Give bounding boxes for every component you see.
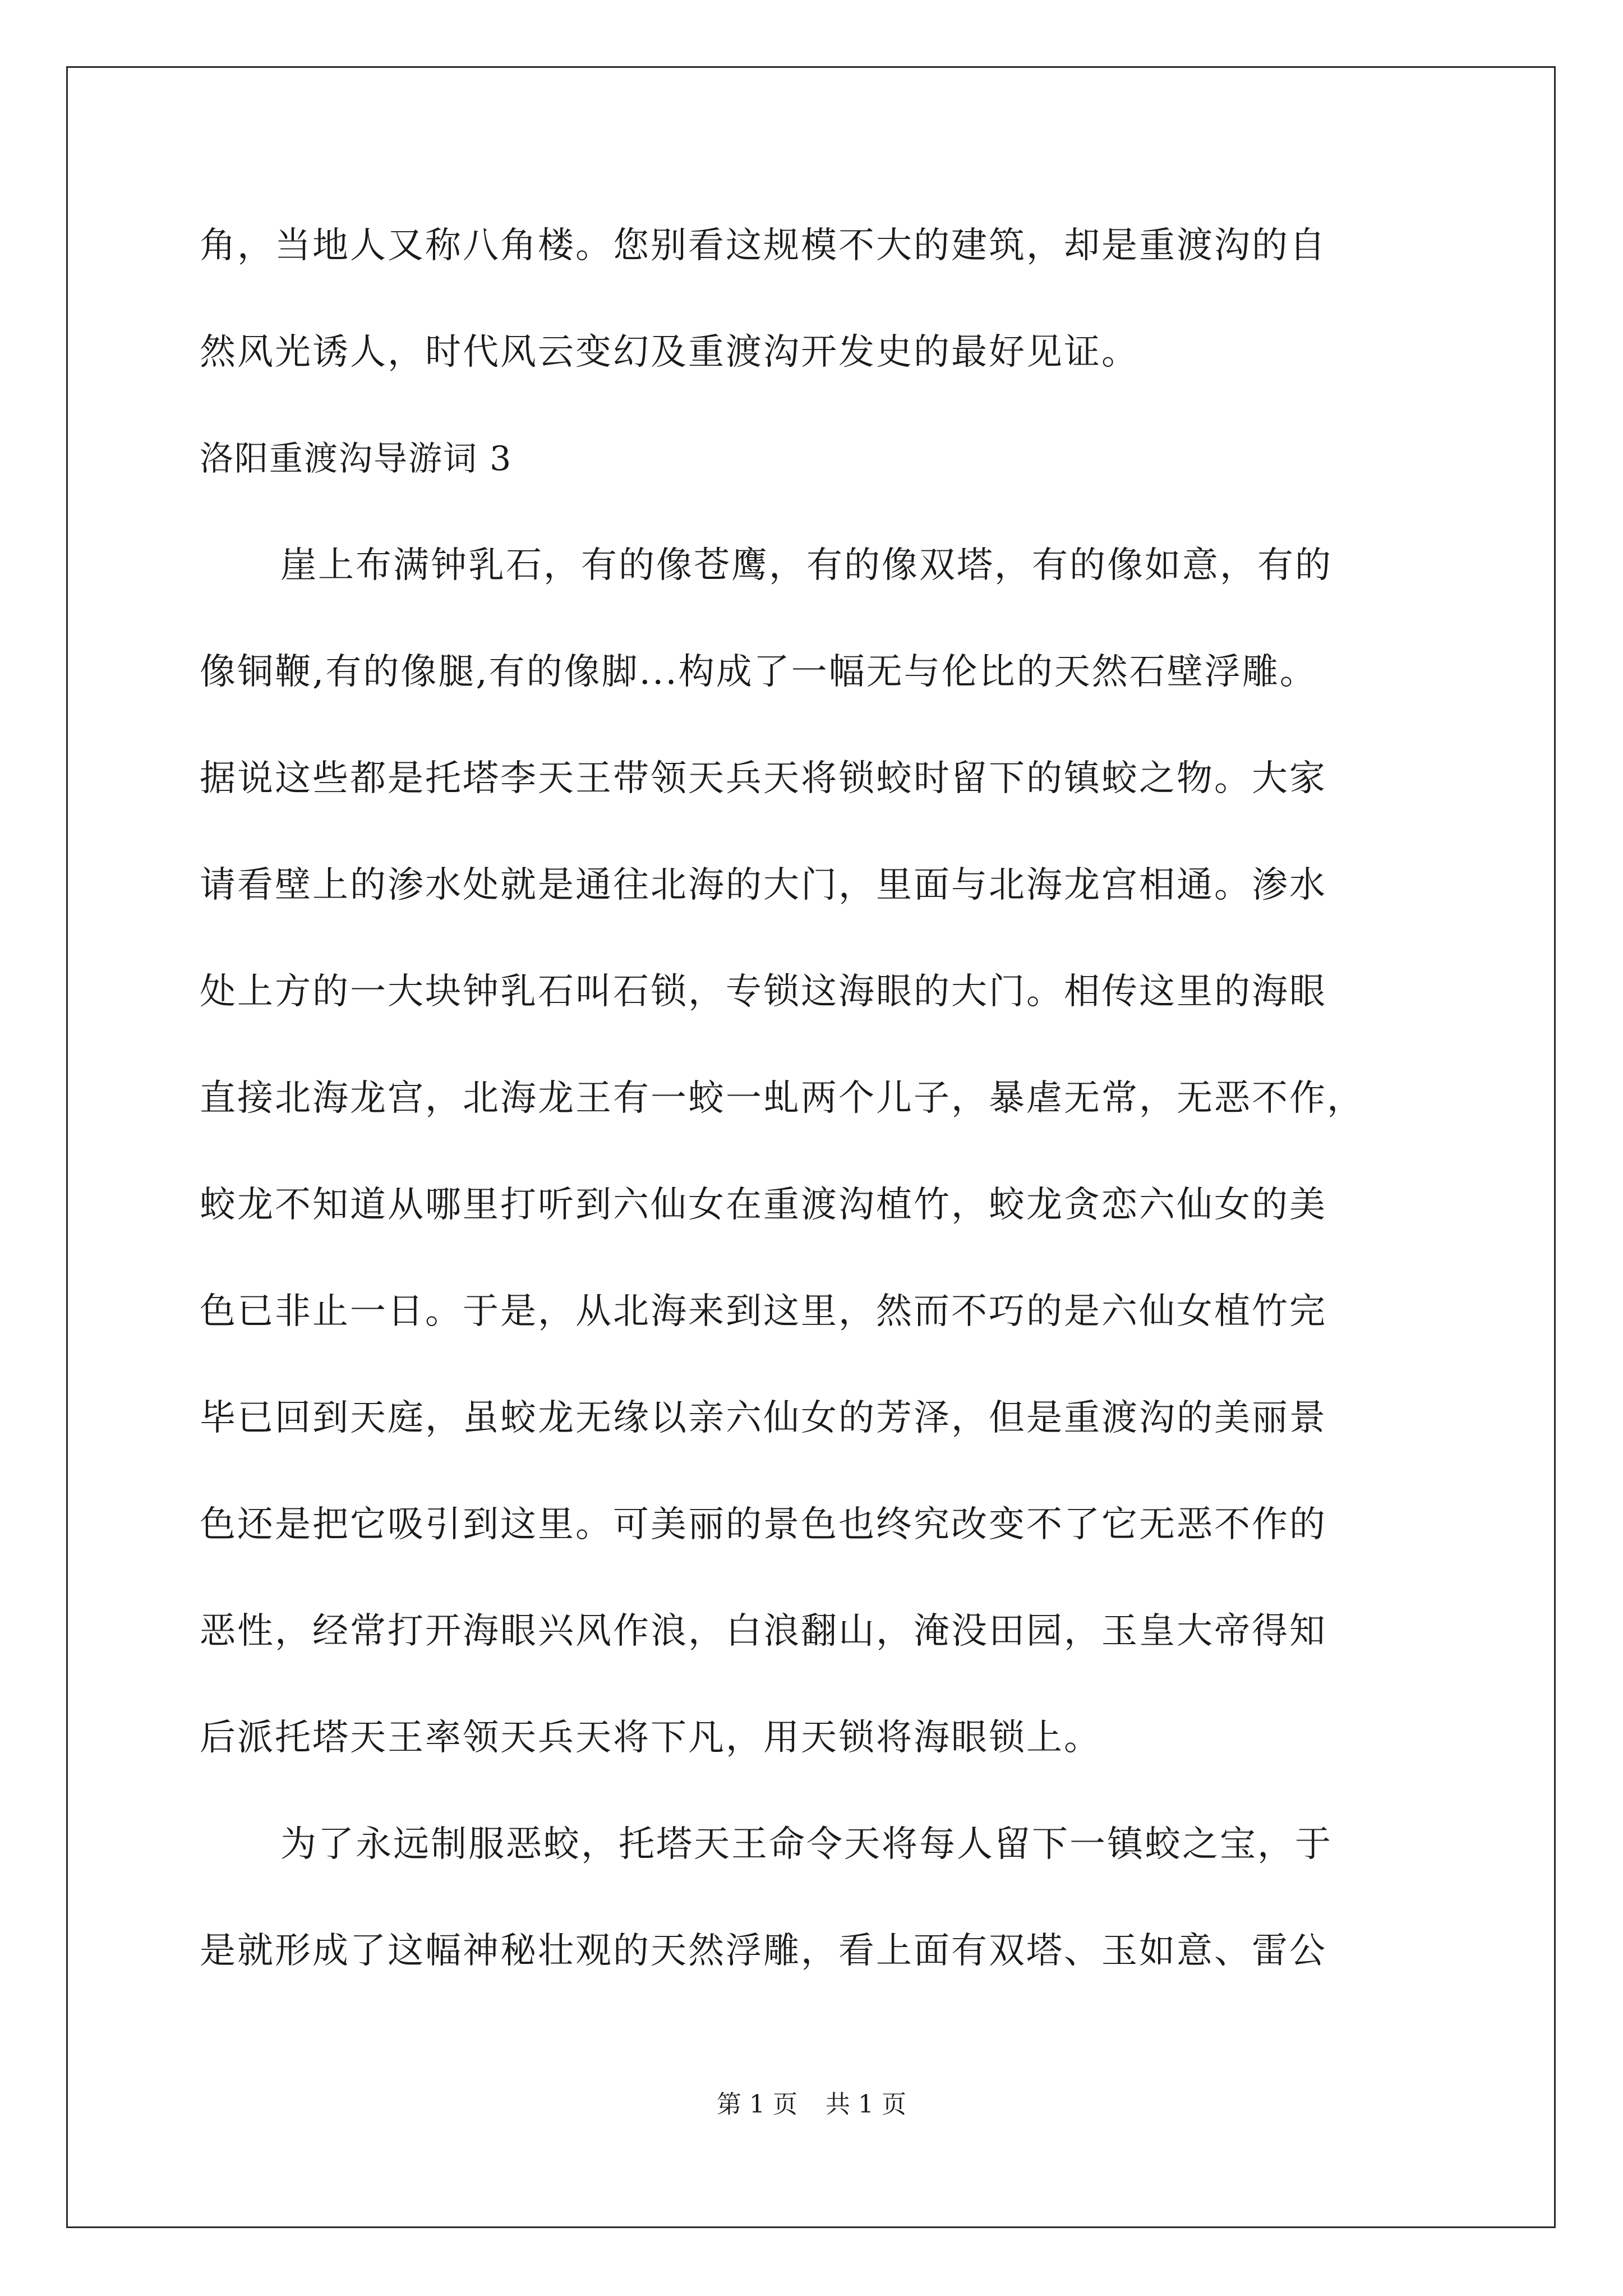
- body-line: 然风光诱人，时代风云变幻及重渡沟开发史的最好见证。: [200, 332, 1139, 373]
- paragraph-line: 色已非止一日。于是，从北海来到这里，然而不巧的是六仙女植竹完: [200, 1291, 1327, 1332]
- paragraph-line: 恶性，经常打开海眼兴风作浪，白浪翻山，淹没田园，玉皇大帝得知: [200, 1611, 1327, 1652]
- paragraph-line: 崖上布满钟乳石，有的像苍鹰，有的像双塔，有的像如意，有的: [280, 545, 1332, 586]
- section-heading: 洛阳重渡沟导游词 3: [200, 439, 513, 478]
- page-border: [66, 66, 1556, 2228]
- paragraph-line: 蛟龙不知道从哪里打听到六仙女在重渡沟植竹，蛟龙贪恋六仙女的美: [200, 1184, 1327, 1226]
- paragraph-line: 据说这些都是托塔李天王带领天兵天将锁蛟时留下的镇蛟之物。大家: [200, 758, 1327, 799]
- paragraph-line: 毕已回到天庭，虽蛟龙无缘以亲六仙女的芳泽，但是重渡沟的美丽景: [200, 1397, 1327, 1439]
- body-line: 角，当地人又称八角楼。您别看这规模不大的建筑，却是重渡沟的自: [200, 225, 1327, 266]
- paragraph-line: 处上方的一大块钟乳石叫石锁，专锁这海眼的大门。相传这里的海眼: [200, 971, 1327, 1013]
- paragraph-line: 为了永远制服恶蛟，托塔天王命令天将每人留下一镇蛟之宝，于: [280, 1824, 1332, 1865]
- page-total: 共 1 页: [826, 2090, 906, 2119]
- paragraph-line: 像铜鞭,有的像腿,有的像脚...构成了一幅无与伦比的天然石壁浮雕。: [200, 651, 1317, 693]
- paragraph-line: 是就形成了这幅神秘壮观的天然浮雕，看上面有双塔、玉如意、雷公: [200, 1930, 1327, 1972]
- page-number: 第 1 页: [717, 2090, 797, 2119]
- paragraph-line: 请看壁上的渗水处就是通往北海的大门，里面与北海龙宫相通。渗水: [200, 864, 1327, 906]
- paragraph-line: 后派托塔天王率领天兵天将下凡，用天锁将海眼锁上。: [200, 1717, 1101, 1759]
- paragraph-line: 直接北海龙宫，北海龙王有一蛟一虬两个儿子，暴虐无常，无恶不作，: [200, 1078, 1364, 1119]
- page-footer: [0, 2089, 1623, 2120]
- paragraph-line: 色还是把它吸引到这里。可美丽的景色也终究改变不了它无恶不作的: [200, 1504, 1327, 1545]
